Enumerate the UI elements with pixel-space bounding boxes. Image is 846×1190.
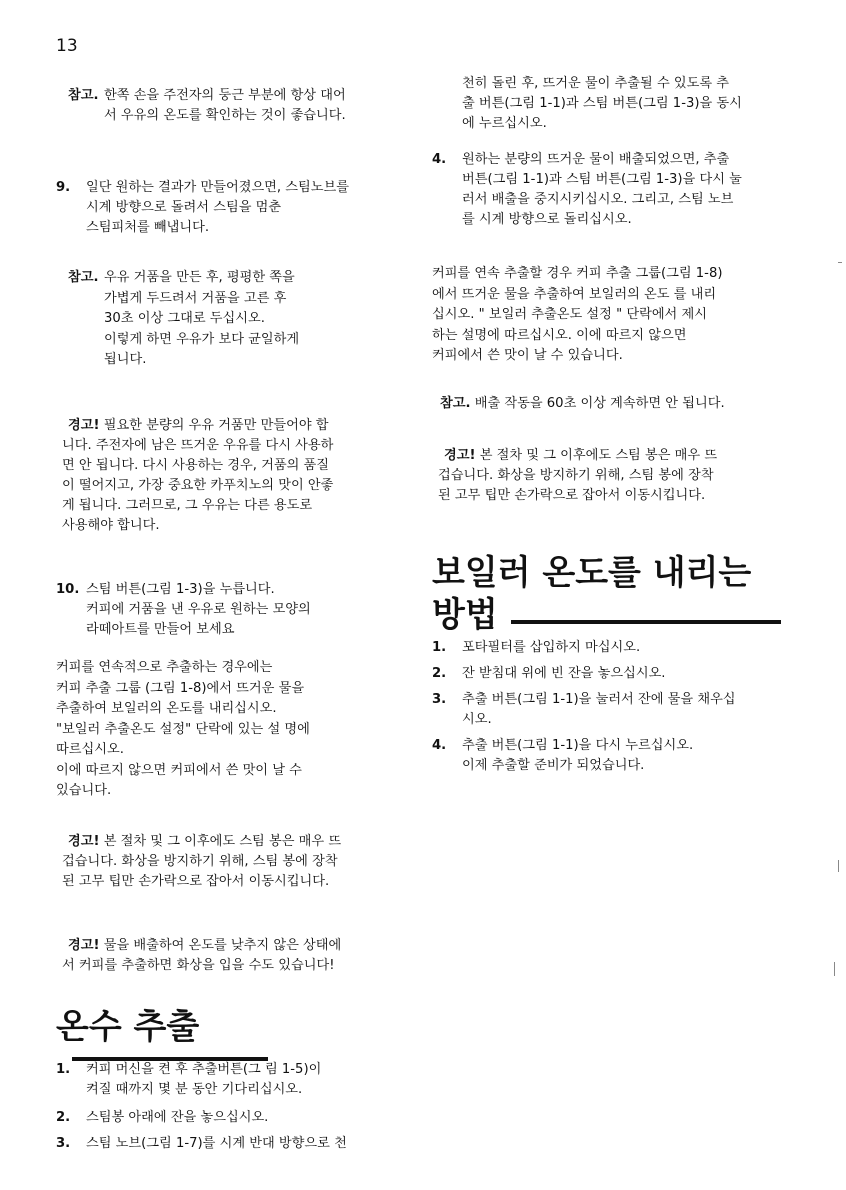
warning-text: 필요한 분량의 우유 거품만 만들어야 합 [103,418,329,433]
step-line: 출 버튼(그림 1-1)과 스팀 버튼(그림 1-3)을 동시 [462,96,742,111]
step-9 [56,178,396,238]
step-line: 커피 머신을 켠 후 추출버튼(그 림 1-5)이 [86,1062,322,1077]
paragraph-line: 이에 따르지 않으면 커피에서 쓴 맛이 날 수 [56,762,302,778]
warning-line: 이 떨어지고, 가장 중요한 카푸치노의 맛이 안좋 [62,478,334,493]
paragraph-line: 추출하여 보일러의 온도를 내리십시오. [56,701,277,716]
note-line [440,394,795,414]
warning-first-line [62,832,407,852]
warning-line: 사용해야 합니다. [62,518,160,533]
note-label: 참고. [440,396,471,411]
step-number: 3. [56,1136,71,1151]
list-item [56,1108,401,1128]
warning-line: 니다. 주전자에 남은 뜨거운 우유를 다시 사용하 [62,438,334,453]
step-line: 포타필터를 삽입하지 마십시오. [462,640,641,655]
warning-text: 본 절차 및 그 이후에도 스팀 봉은 매우 뜨 [479,448,718,463]
step-line: 러서 배출을 중지시키십시오. 그리고, 스팀 노브 [462,192,734,207]
warning-line: 된 고무 팁만 손가락으로 잡아서 이동시킵니다. [62,874,330,889]
warning-label: 경고! [444,448,476,463]
step-line: 천히 돌린 후, 뜨거운 물이 추출될 수 있도록 추 [462,76,730,91]
note-line: 우유 거품을 만든 후, 평평한 쪽을 [104,270,295,285]
note-label: 참고. [68,88,99,103]
continued-step [462,74,792,134]
note-line: 30초 이상 그대로 두십시오. [104,311,265,326]
step-line: 이제 추출할 준비가 되었습니다. [462,758,645,773]
warning-label: 경고! [68,418,100,433]
note-line: 가볍게 두드려서 거품을 고른 후 [104,290,287,306]
list-item [432,664,802,684]
warning-label: 경고! [68,938,100,953]
step-10 [56,580,396,640]
paragraph-line: 하는 설명에 따르십시오. 이에 따르지 않으면 [432,327,687,343]
warning-label: 경고! [68,834,100,849]
step-number: 2. [432,666,447,681]
warning-first-line [62,936,407,956]
note-line: 한쪽 손을 주전자의 둥근 부분에 항상 대어 [104,88,346,103]
scan-artifact [838,860,839,872]
list-item [56,1060,401,1100]
note-left-2 [62,268,402,371]
section-title-line-2: 방법 [432,595,498,635]
step-line: 원하는 분량의 뜨거운 물이 배출되었으면, 추출 [462,152,730,167]
step-line: 스팀봉 아래에 잔을 놓으십시오. [86,1110,269,1125]
note-right [440,394,795,414]
hot-water-steps [56,1060,401,1154]
step-number: 10. [56,582,80,597]
page-number: 13 [56,36,78,56]
list-item [432,638,802,658]
warning-line: 게 됩니다. 그러므로, 그 우유는 다른 용도로 [62,498,313,513]
step-line: 스팀피처를 빼냅니다. [86,220,210,235]
warning-text: 물을 배출하여 온도를 낮추지 않은 상태에 [103,938,342,953]
note-line: 됩니다. [104,352,147,367]
paragraph-line: 커피를 연속 추출할 경우 커피 추출 그룹(그림 1-8) [432,266,723,281]
paragraph-line: 있습니다. [56,783,112,798]
section-title: 온수 추출 [56,1007,200,1047]
note-line: 서 우유의 온도를 확인하는 것이 좋습니다. [104,108,346,123]
paragraph-line: 커피를 연속적으로 추출하는 경우에는 [56,660,273,675]
warning-first-line [62,416,402,436]
warning-first-line [438,446,793,466]
section-title-line-1: 보일러 온도를 내리는 [432,553,752,593]
scan-artifact [834,962,835,976]
paragraph-line: 커피 추출 그룹 (그림 1-8)에서 뜨거운 물을 [56,680,305,696]
paragraph-line: 커피에서 쓴 맛이 날 수 있습니다. [432,348,623,363]
step-number: 1. [56,1062,71,1077]
section-heading-boiler [432,552,802,636]
warning-line: 겁습니다. 화상을 방지하기 위해, 스팀 봉에 장착 [62,854,338,869]
step-line: 스팀 노브(그림 1-7)를 시계 반대 방향으로 천 [86,1136,347,1151]
step-line: 라떼아트를 만들어 보세요 [86,622,235,637]
warning-left-3 [62,936,407,976]
note-label: 참고. [68,270,99,285]
step-4-right [432,150,792,230]
warning-line: 서 커피를 추출하면 화상을 입을 수도 있습니다! [62,958,335,973]
warning-text: 본 절차 및 그 이후에도 스팀 봉은 매우 뜨 [103,834,342,849]
step-number: 4. [432,152,447,167]
warning-left-1 [62,416,402,536]
warning-right [438,446,793,506]
heading-rule [511,620,781,624]
step-line: 잔 받침대 위에 빈 잔을 놓으십시오. [462,666,666,681]
step-number: 9. [56,180,71,195]
step-line: 일단 원하는 결과가 만들어졌으면, 스팀노브를 [86,180,350,195]
step-line: 커피에 거품을 낸 우유로 원하는 모양의 [86,602,311,617]
section-heading-hot-water [56,1006,406,1067]
step-number: 4. [432,738,447,753]
step-line: 시오. [462,712,492,727]
note-left-1 [62,86,402,126]
step-number: 2. [56,1110,71,1125]
step-line: 버튼(그림 1-1)과 스팀 버튼(그림 1-3)을 다시 눌 [462,172,742,187]
paragraph-right [432,264,792,367]
step-line: 시계 방향으로 돌려서 스팀을 멈춘 [86,200,282,215]
step-line: 켜질 때까지 몇 분 동안 기다리십시오. [86,1082,303,1097]
step-line: 에 누르십시오. [462,116,547,131]
section-title-line-2-row [432,594,802,636]
paragraph-line: 에서 뜨거운 물을 추출하여 보일러의 온도 를 내리 [432,286,717,302]
list-item [432,690,802,730]
boiler-steps [432,638,802,776]
warning-line: 된 고무 팁만 손가락으로 잡아서 이동시킵니다. [438,488,706,503]
paragraph-left [56,658,401,802]
list-item [432,736,802,776]
step-line: 를 시계 방향으로 돌리십시오. [462,212,632,227]
warning-left-2 [62,832,407,892]
step-line: 추출 버튼(그림 1-1)을 다시 누르십시오. [462,738,694,753]
note-line: 이렇게 하면 우유가 보다 균일하게 [104,331,300,347]
warning-line: 겁습니다. 화상을 방지하기 위해, 스팀 봉에 장착 [438,468,714,483]
note-text: 배출 작동을 60초 이상 계속하면 안 됩니다. [474,396,725,411]
step-number: 3. [432,692,447,707]
scan-artifact [838,262,842,263]
warning-line: 면 안 됩니다. 다시 사용하는 경우, 거품의 품질 [62,458,330,473]
paragraph-line: 십시오. " 보일러 추출온도 설정 " 단락에서 제시 [432,307,707,322]
paragraph-line: "보일러 추출온도 설정" 단락에 있는 설 명에 [56,721,310,737]
step-number: 1. [432,640,447,655]
step-line: 추출 버튼(그림 1-1)을 눌러서 잔에 물을 채우십 [462,692,736,707]
paragraph-line: 따르십시오. [56,742,124,757]
step-line: 스팀 버튼(그림 1-3)을 누릅니다. [86,582,275,597]
list-item [56,1134,401,1154]
